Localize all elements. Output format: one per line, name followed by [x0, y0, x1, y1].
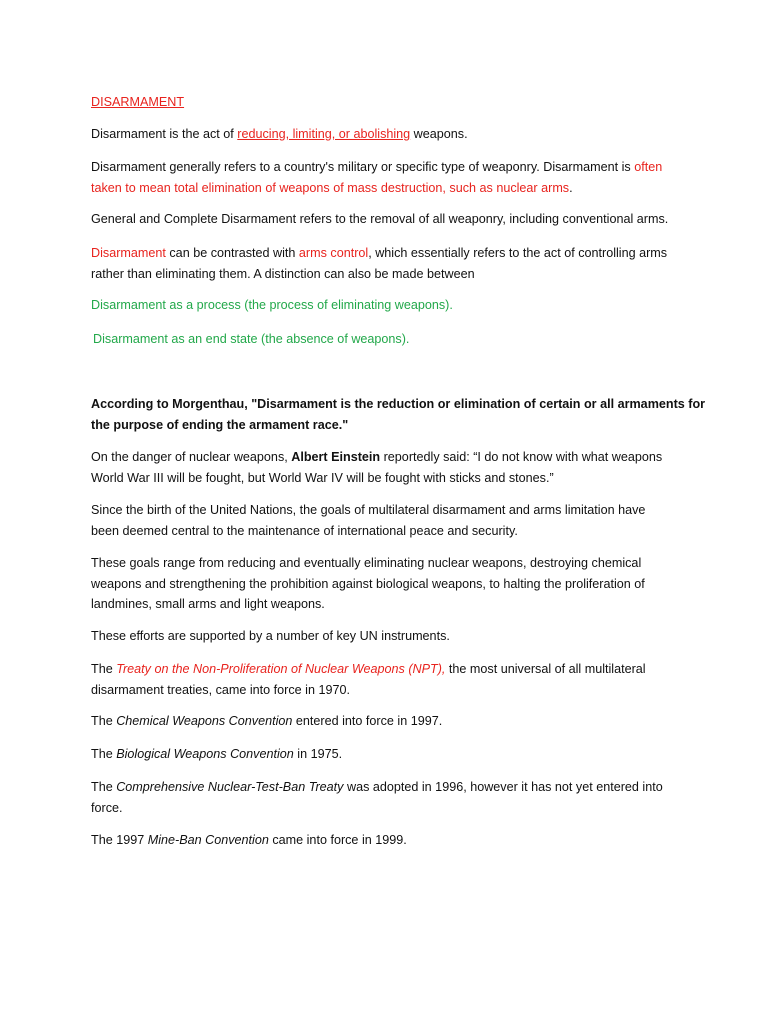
ctbt-text: was adopted in 1996, however it has not yet entered into — [343, 780, 663, 794]
einstein-line-2: World War III will be fought, but World War IV will be fought with sticks and stones.” — [91, 470, 554, 485]
general-period: . — [569, 180, 573, 195]
contrast-text-cont: , which essentially refers to the act of controlling arms — [368, 246, 668, 260]
ctbt-line-2: force. — [91, 800, 123, 815]
paragraph-general — [91, 157, 691, 198]
definition-end: weapons. — [410, 127, 468, 141]
contrast-line-2: rather than eliminating them. A distinction can also be made between — [91, 266, 475, 281]
goals-range-line-1: These goals range from reducing and eventually eliminating nuclear weapons, destroying chemical — [91, 556, 642, 570]
contrast-term-disarmament: Disarmament — [91, 246, 166, 260]
page-title: DISARMAMENT — [91, 95, 185, 109]
contrast-text: can be contrasted with — [165, 246, 299, 260]
paragraph-npt — [91, 659, 691, 700]
paragraph-contrast — [91, 243, 691, 284]
paragraph-ctbt — [91, 777, 691, 818]
paragraph-biological — [91, 744, 691, 765]
chemical-the: The — [91, 714, 117, 728]
chemical-convention-name: Chemical Weapons Convention — [116, 714, 293, 728]
paragraph-chemical — [91, 711, 691, 732]
general-text: Disarmament generally refers to a country's military or specific type of weaponry. Disarmament is — [91, 160, 635, 174]
einstein-name: Albert Einstein — [291, 450, 381, 464]
paragraph-complete-disarmament: General and Complete Disarmament refers to the removal of all weaponry, including conventional arms. — [91, 212, 669, 226]
un-goals-line-2: been deemed central to the maintenance of international peace and security. — [91, 523, 518, 538]
morgenthau-line-2: the purpose of ending the armament race." — [91, 417, 349, 432]
mine-ban-text: came into force in 1999. — [268, 833, 407, 847]
mine-ban-the: The 1997 — [91, 833, 148, 847]
goals-range-line-2: weapons and strengthening the prohibition against biological weapons, to halting the proliferation of — [91, 576, 645, 591]
einstein-quote: reportedly said: “I do not know with what weapons — [380, 450, 663, 464]
definition-text: Disarmament is the act of — [91, 127, 238, 141]
chemical-text: entered into force in 1997. — [292, 714, 443, 728]
general-highlight-line: taken to mean total elimination of weapons of mass destruction, such as nuclear arms — [91, 180, 570, 195]
paragraph-definition — [91, 124, 691, 145]
ctbt-the: The — [91, 780, 117, 794]
paragraph-mine-ban — [91, 830, 691, 851]
paragraph-end-state: Disarmament as an end state (the absence of weapons). — [93, 332, 410, 346]
biological-the: The — [91, 747, 117, 761]
paragraph-goals-range — [91, 553, 691, 615]
paragraph-einstein — [91, 447, 691, 488]
paragraph-process: Disarmament as a process (the process of eliminating weapons). — [91, 298, 453, 312]
contrast-term-arms-control: arms control — [298, 246, 369, 260]
general-highlight-word: often — [634, 160, 663, 174]
mine-ban-convention-name: Mine-Ban Convention — [147, 833, 269, 847]
paragraph-morgenthau — [91, 394, 706, 435]
morgenthau-line-1: According to Morgenthau, "Disarmament is the reduction or elimination of certain or all armaments for — [91, 397, 706, 411]
biological-text: in 1975. — [293, 747, 343, 761]
paragraph-un-instruments: These efforts are supported by a number of key UN instruments. — [91, 629, 450, 643]
paragraph-un-goals — [91, 500, 691, 541]
definition-highlight: reducing, limiting, or abolishing — [237, 127, 411, 141]
npt-line-2: disarmament treaties, came into force in 1970. — [91, 682, 350, 697]
einstein-text: On the danger of nuclear weapons, — [91, 450, 292, 464]
ctbt-treaty-name: Comprehensive Nuclear-Test-Ban Treaty — [116, 780, 344, 794]
goals-range-line-3: landmines, small arms and light weapons. — [91, 597, 325, 611]
npt-the: The — [91, 662, 117, 676]
biological-convention-name: Biological Weapons Convention — [116, 747, 294, 761]
npt-text: the most universal of all multilateral — [445, 662, 646, 676]
npt-treaty-name: Treaty on the Non-Proliferation of Nuclear Weapons (NPT), — [116, 662, 446, 676]
un-goals-line-1: Since the birth of the United Nations, the goals of multilateral disarmament and arms limitation have — [91, 503, 646, 517]
